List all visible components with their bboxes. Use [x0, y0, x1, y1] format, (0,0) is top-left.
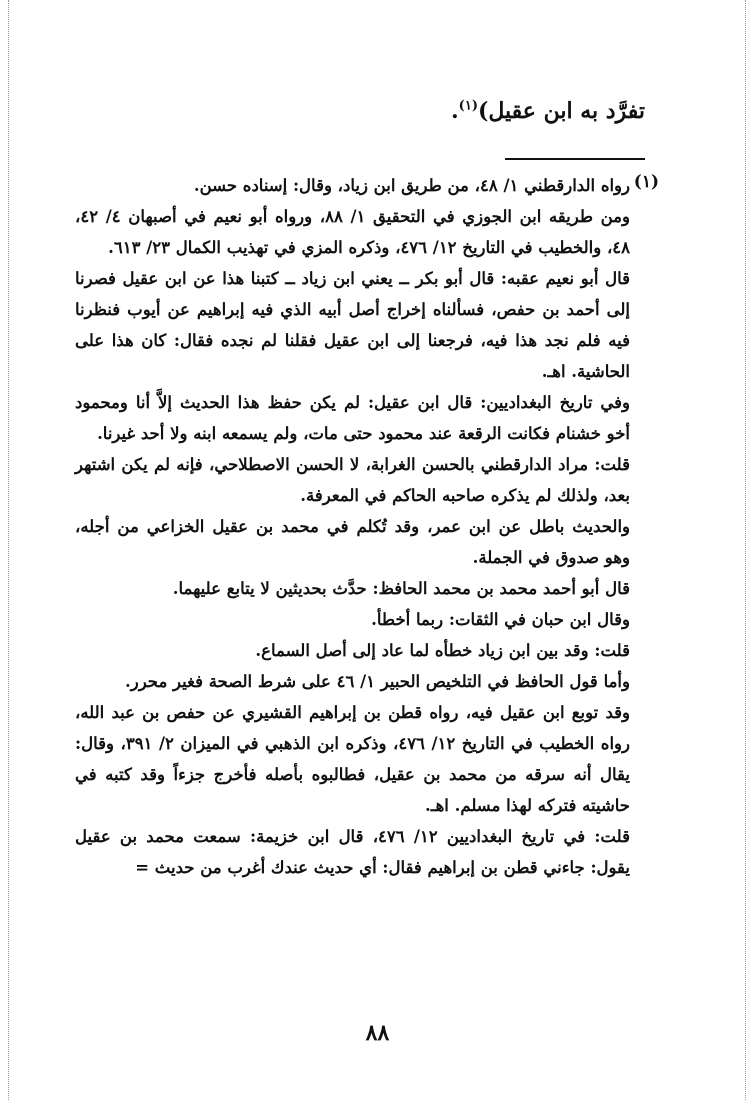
footnote-separator	[505, 158, 645, 160]
page-edge-line	[8, 0, 9, 1100]
footnote-paragraph: والحديث باطل عن ابن عمر، وقد تُكلم في محمد بن عقيل الخزاعي من أجله، وهو صدوق في الجملة.	[75, 517, 630, 567]
footnote-paragraph: قلت: في تاريخ البغداديين ١٢/ ٤٧٦، قال ابن خزيمة: سمعت محمد بن عقيل يقول: جاءني قطن بن إبراهيم فقال: أي حديث عندك أغرب من حديث =	[75, 827, 630, 877]
footnote-marker: (١)	[458, 98, 478, 114]
footnote-body	[75, 170, 630, 883]
footnote-paragraph: وأما قول الحافظ في التلخيص الحبير ١/ ٤٦ على شرط الصحة فغير محرر.	[124, 672, 630, 691]
footnote-paragraph: رواه الدارقطني ١/ ٤٨، من طريق ابن زياد، وقال: إسناده حسن.	[193, 176, 630, 195]
footnote-paragraph: وقد توبع ابن عقيل فيه، رواه قطن بن إبراهيم القشيري عن حفص بن عبد الله، رواه الخطيب في التاريخ ١٢/ ٤٧٦، وذكره ابن الذهبي في الميزان ٢/ ٣٩١، وقال: يقال أنه سرقه من محمد بن عقيل، فطالبوه بأصله فأخرج جزءاً وقد كتبه في حاشيته فتركه لهذا مسلم. اهـ.	[75, 703, 630, 815]
page-number: ٨٨	[365, 1020, 390, 1046]
page-edge-line	[745, 0, 746, 1100]
main-text-line	[451, 98, 645, 124]
footnote-paragraph: قال أبو نعيم عقبه: قال أبو بكر ــ يعني ابن زياد ــ كتبنا هذا عن ابن عقيل فصرنا إلى أحمد بن حفص، فسألناه إخراج أصل أبيه الذي فيه إبراهيم عن أيوب فنظرنا فيه فلم نجد هذا فيه، فرجعنا إلى ابن عقيل فقلنا لم نجده فقال: كان هذا على الحاشية. اهـ.	[75, 269, 630, 381]
footnote-paragraph: وفي تاريخ البغداديين: قال ابن عقيل: لم يكن حفظ هذا الحديث إلاَّ أنا ومحمود أخو خشنام فكانت الرقعة عند محمود حتى مات، ولم يسمعه ابنه ولا أحد غيرنا.	[75, 393, 630, 443]
footnote-paragraph: قال أبو أحمد محمد بن محمد الحافظ: حدَّث بحديثين لا يتابع عليهما.	[172, 579, 630, 598]
footnote-paragraph: قلت: مراد الدارقطني بالحسن الغرابة، لا الحسن الاصطلاحي، فإنه لم يكن اشتهر بعد، ولذلك لم يذكره صاحبه الحاكم في المعرفة.	[75, 455, 630, 505]
footnote-paragraph: ومن طريقه ابن الجوزي في التحقيق ١/ ٨٨، ورواه أبو نعيم في أصبهان ٤/ ٤٢، ٤٨، والخطيب في التاريخ ١٢/ ٤٧٦، وذكره المزي في تهذيب الكمال ٢٣/ ٦١٣.	[75, 207, 630, 257]
footnote-paragraph: وقال ابن حبان في الثقات: ربما أخطأ.	[371, 610, 630, 629]
main-text: تفرَّد به ابن عقيل)	[477, 98, 645, 124]
footnote-number: (١)	[633, 172, 659, 192]
main-text-period: .	[451, 98, 459, 124]
footnote-paragraph: قلت: وقد بين ابن زياد خطأه لما عاد إلى أصل السماع.	[255, 641, 630, 660]
